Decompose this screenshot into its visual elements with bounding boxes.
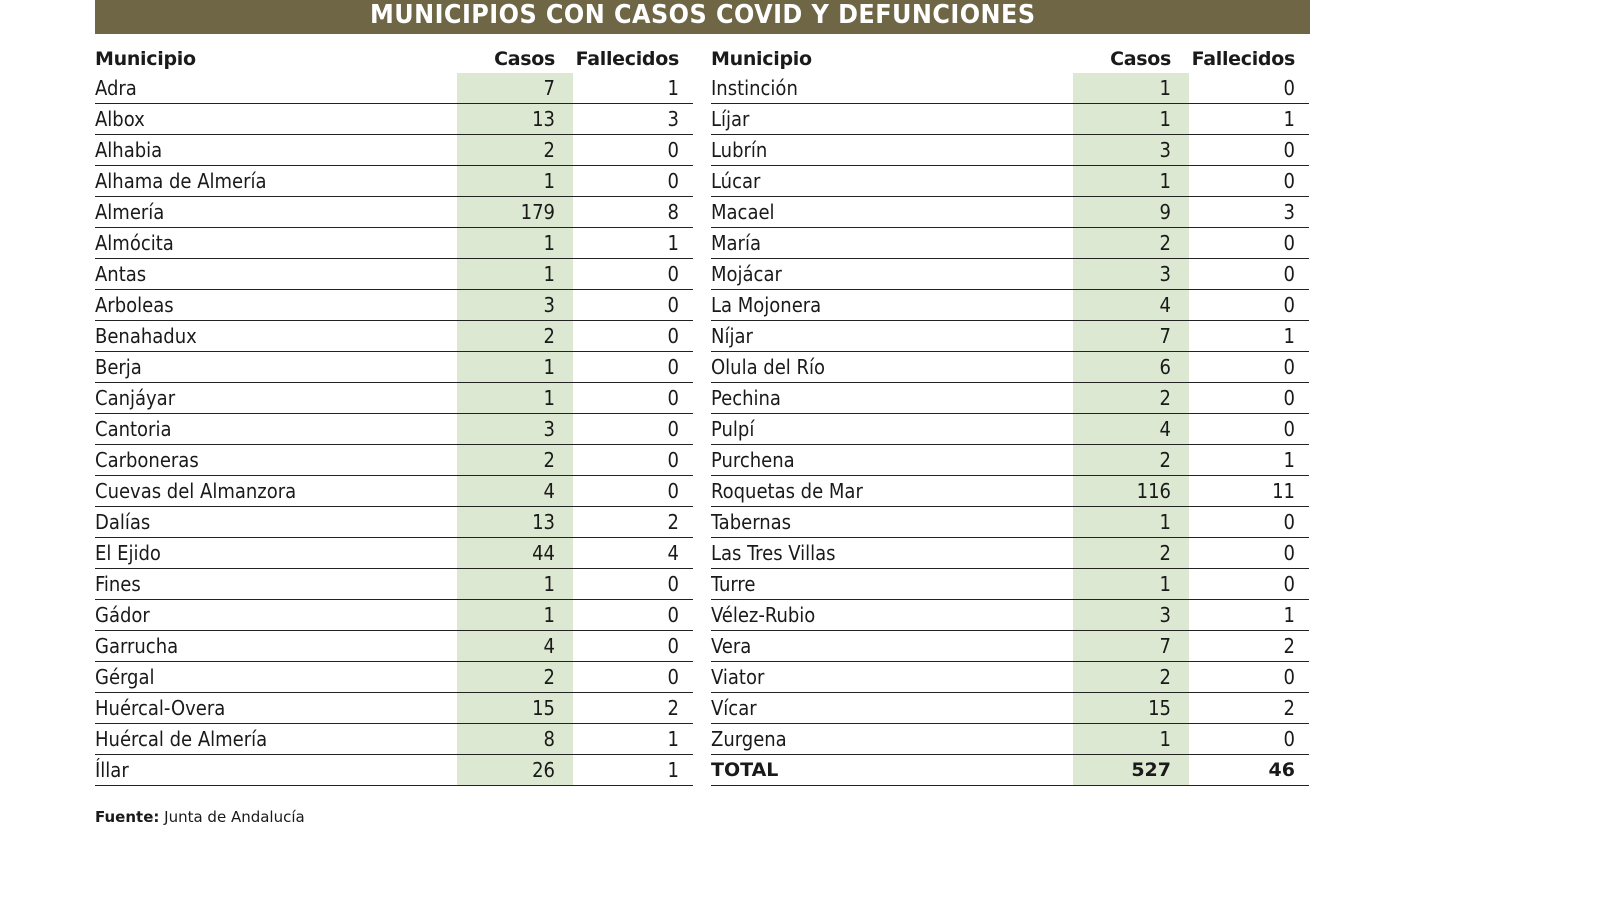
cell-fallecidos: 1 [667,758,679,782]
cell-municipio: El Ejido [95,541,161,565]
right-table-header [711,44,1309,73]
table-row [95,507,693,538]
cell-casos: 2 [1073,662,1189,692]
cell-municipio: Almócita [95,231,174,255]
header-casos: Casos [1110,47,1171,70]
cell-municipio: Garrucha [95,634,179,658]
cell-municipio: Pechina [711,386,781,410]
cell-casos: 3 [1073,600,1189,630]
cell-fallecidos: 3 [1283,200,1295,224]
cell-fallecidos: 0 [1283,572,1295,596]
cell-fallecidos: 2 [667,696,679,720]
cell-municipio: Cantoria [95,417,172,441]
cell-municipio: Viator [711,665,765,689]
table-row [711,383,1309,414]
table-row [711,73,1309,104]
right-table-body [711,73,1309,755]
table-row [711,538,1309,569]
cell-fallecidos: 0 [667,448,679,472]
cell-casos: 1 [1073,104,1189,134]
cell-casos: 1 [1073,569,1189,599]
cell-fallecidos: 0 [1283,169,1295,193]
cell-municipio: Alhabia [95,138,163,162]
cell-casos: 13 [457,104,573,134]
left-table-header [95,44,693,73]
cell-fallecidos: 0 [1283,386,1295,410]
cell-fallecidos: 0 [667,603,679,627]
cell-fallecidos: 0 [667,665,679,689]
cell-municipio: Dalías [95,510,151,534]
cell-municipio: Gérgal [95,665,155,689]
cell-fallecidos: 2 [1283,696,1295,720]
right-table [711,44,1309,786]
cell-fallecidos: 0 [1283,293,1295,317]
cell-casos: 1 [457,352,573,382]
cell-casos: 2 [1073,228,1189,258]
cell-municipio: Lubrín [711,138,768,162]
table-row [711,662,1309,693]
cell-casos: 2 [457,662,573,692]
cell-municipio: Tabernas [711,510,792,534]
total-row [711,755,1309,786]
cell-municipio: Benahadux [95,324,197,348]
source-value: Junta de Andalucía [164,808,305,826]
cell-fallecidos: 11 [1272,479,1295,503]
cell-casos: 1 [457,259,573,289]
cell-fallecidos: 1 [1283,448,1295,472]
cell-fallecidos: 0 [667,262,679,286]
table-row [711,693,1309,724]
cell-municipio: Níjar [711,324,753,348]
cell-casos: 1 [1073,73,1189,103]
total-label: TOTAL [711,759,779,781]
table-row [95,414,693,445]
cell-casos: 2 [1073,383,1189,413]
cell-casos: 3 [1073,259,1189,289]
header-fallecidos: Fallecidos [575,47,679,70]
table-row [95,693,693,724]
table-row [711,259,1309,290]
cell-municipio: Cuevas del Almanzora [95,479,297,503]
table-title-bar [95,0,1310,34]
cell-casos: 9 [1073,197,1189,227]
cell-fallecidos: 4 [667,541,679,565]
header-casos: Casos [494,47,555,70]
cell-casos: 44 [457,538,573,568]
cell-fallecidos: 1 [667,231,679,255]
cell-municipio: Macael [711,200,775,224]
table-row [95,352,693,383]
table-row [711,135,1309,166]
cell-municipio: Zurgena [711,727,787,751]
cell-fallecidos: 0 [1283,76,1295,100]
table-row [711,724,1309,755]
cell-fallecidos: 0 [667,324,679,348]
cell-municipio: Vícar [711,696,757,720]
table-row [95,600,693,631]
cell-fallecidos: 0 [1283,727,1295,751]
cell-casos: 1 [457,166,573,196]
cell-casos: 3 [1073,135,1189,165]
table-row [711,197,1309,228]
table-row [95,135,693,166]
cell-casos: 6 [1073,352,1189,382]
cell-casos: 1 [457,569,573,599]
cell-casos: 15 [457,693,573,723]
table-row [711,631,1309,662]
cell-municipio: Alhama de Almería [95,169,267,193]
cell-casos: 7 [1073,631,1189,661]
cell-fallecidos: 0 [667,355,679,379]
cell-fallecidos: 0 [1283,665,1295,689]
table-row [95,476,693,507]
cell-fallecidos: 0 [667,572,679,596]
cell-casos: 1 [457,383,573,413]
cell-municipio: Adra [95,76,137,100]
cell-fallecidos: 1 [1283,107,1295,131]
cell-municipio: Vélez-Rubio [711,603,816,627]
cell-fallecidos: 8 [667,200,679,224]
cell-municipio: María [711,231,761,255]
cell-casos: 2 [457,445,573,475]
cell-municipio: Pulpí [711,417,755,441]
table-row [711,569,1309,600]
cell-municipio: La Mojonera [711,293,822,317]
cell-municipio: Lúcar [711,169,761,193]
table-row [95,755,693,786]
cell-municipio: Huércal de Almería [95,727,268,751]
cell-casos: 179 [457,197,573,227]
cell-casos: 1 [457,228,573,258]
cell-fallecidos: 0 [1283,541,1295,565]
cell-casos: 7 [457,73,573,103]
cell-municipio: Antas [95,262,147,286]
cell-fallecidos: 1 [667,76,679,100]
table-row [711,104,1309,135]
cell-municipio: Turre [711,572,756,596]
cell-casos: 2 [457,135,573,165]
cell-municipio: Albox [95,107,145,131]
cell-casos: 7 [1073,321,1189,351]
table-row [95,290,693,321]
cell-casos: 1 [1073,724,1189,754]
cell-fallecidos: 0 [1283,262,1295,286]
table-row [95,445,693,476]
cell-municipio: Líjar [711,107,750,131]
cell-fallecidos: 3 [667,107,679,131]
left-table [95,44,693,786]
cell-municipio: Íllar [95,758,129,782]
cell-fallecidos: 0 [1283,355,1295,379]
cell-casos: 1 [1073,166,1189,196]
cell-fallecidos: 0 [667,386,679,410]
table-row [95,321,693,352]
table-row [95,538,693,569]
table-title: MUNICIPIOS CON CASOS COVID Y DEFUNCIONES [369,0,1036,30]
cell-municipio: Arboleas [95,293,174,317]
table-row [95,724,693,755]
cell-municipio: Huércal-Overa [95,696,226,720]
cell-fallecidos: 2 [667,510,679,534]
table-row [711,228,1309,259]
cell-municipio: Fines [95,572,141,596]
header-municipio: Municipio [711,47,812,70]
table-row [711,321,1309,352]
cell-municipio: Vera [711,634,752,658]
cell-municipio: Purchena [711,448,795,472]
table-row [711,445,1309,476]
cell-casos: 4 [457,476,573,506]
table-row [711,414,1309,445]
cell-casos: 4 [457,631,573,661]
table-row [711,507,1309,538]
cell-casos: 4 [1073,290,1189,320]
table-row [95,631,693,662]
table-row [711,166,1309,197]
cell-fallecidos: 0 [1283,138,1295,162]
source-label: Fuente: [95,808,160,826]
cell-municipio: Almería [95,200,165,224]
header-fallecidos: Fallecidos [1191,47,1295,70]
table-row [95,259,693,290]
source-note [95,808,305,826]
cell-casos: 4 [1073,414,1189,444]
left-table-body [95,73,693,786]
cell-municipio: Carboneras [95,448,199,472]
cell-municipio: Gádor [95,603,150,627]
cell-fallecidos: 0 [667,634,679,658]
table-row [95,383,693,414]
cell-fallecidos: 0 [667,417,679,441]
cell-fallecidos: 0 [1283,417,1295,441]
cell-municipio: Las Tres Villas [711,541,836,565]
total-casos: 527 [1073,755,1189,785]
cell-casos: 13 [457,507,573,537]
cell-municipio: Canjáyar [95,386,176,410]
cell-casos: 3 [457,290,573,320]
total-fallecidos: 46 [1268,759,1295,781]
table-row [95,228,693,259]
table-row [95,73,693,104]
cell-casos: 8 [457,724,573,754]
cell-fallecidos: 1 [1283,324,1295,348]
cell-casos: 26 [457,755,573,785]
table-row [711,600,1309,631]
table-row [711,290,1309,321]
table-row [95,569,693,600]
cell-municipio: Instinción [711,76,798,100]
table-row [711,352,1309,383]
cell-casos: 15 [1073,693,1189,723]
cell-casos: 116 [1073,476,1189,506]
cell-fallecidos: 0 [667,138,679,162]
cell-fallecidos: 1 [667,727,679,751]
cell-fallecidos: 0 [667,293,679,317]
table-row [95,662,693,693]
cell-fallecidos: 0 [667,479,679,503]
table-row [95,104,693,135]
cell-casos: 1 [457,600,573,630]
cell-municipio: Berja [95,355,142,379]
cell-fallecidos: 0 [1283,510,1295,534]
table-row [711,476,1309,507]
cell-municipio: Roquetas de Mar [711,479,863,503]
cell-fallecidos: 2 [1283,634,1295,658]
cell-casos: 2 [1073,445,1189,475]
cell-casos: 2 [1073,538,1189,568]
cell-casos: 3 [457,414,573,444]
table-row [95,166,693,197]
table-row [95,197,693,228]
cell-fallecidos: 0 [1283,231,1295,255]
cell-municipio: Mojácar [711,262,782,286]
header-municipio: Municipio [95,47,196,70]
cell-fallecidos: 1 [1283,603,1295,627]
cell-casos: 2 [457,321,573,351]
cell-fallecidos: 0 [667,169,679,193]
cell-municipio: Olula del Río [711,355,826,379]
cell-casos: 1 [1073,507,1189,537]
